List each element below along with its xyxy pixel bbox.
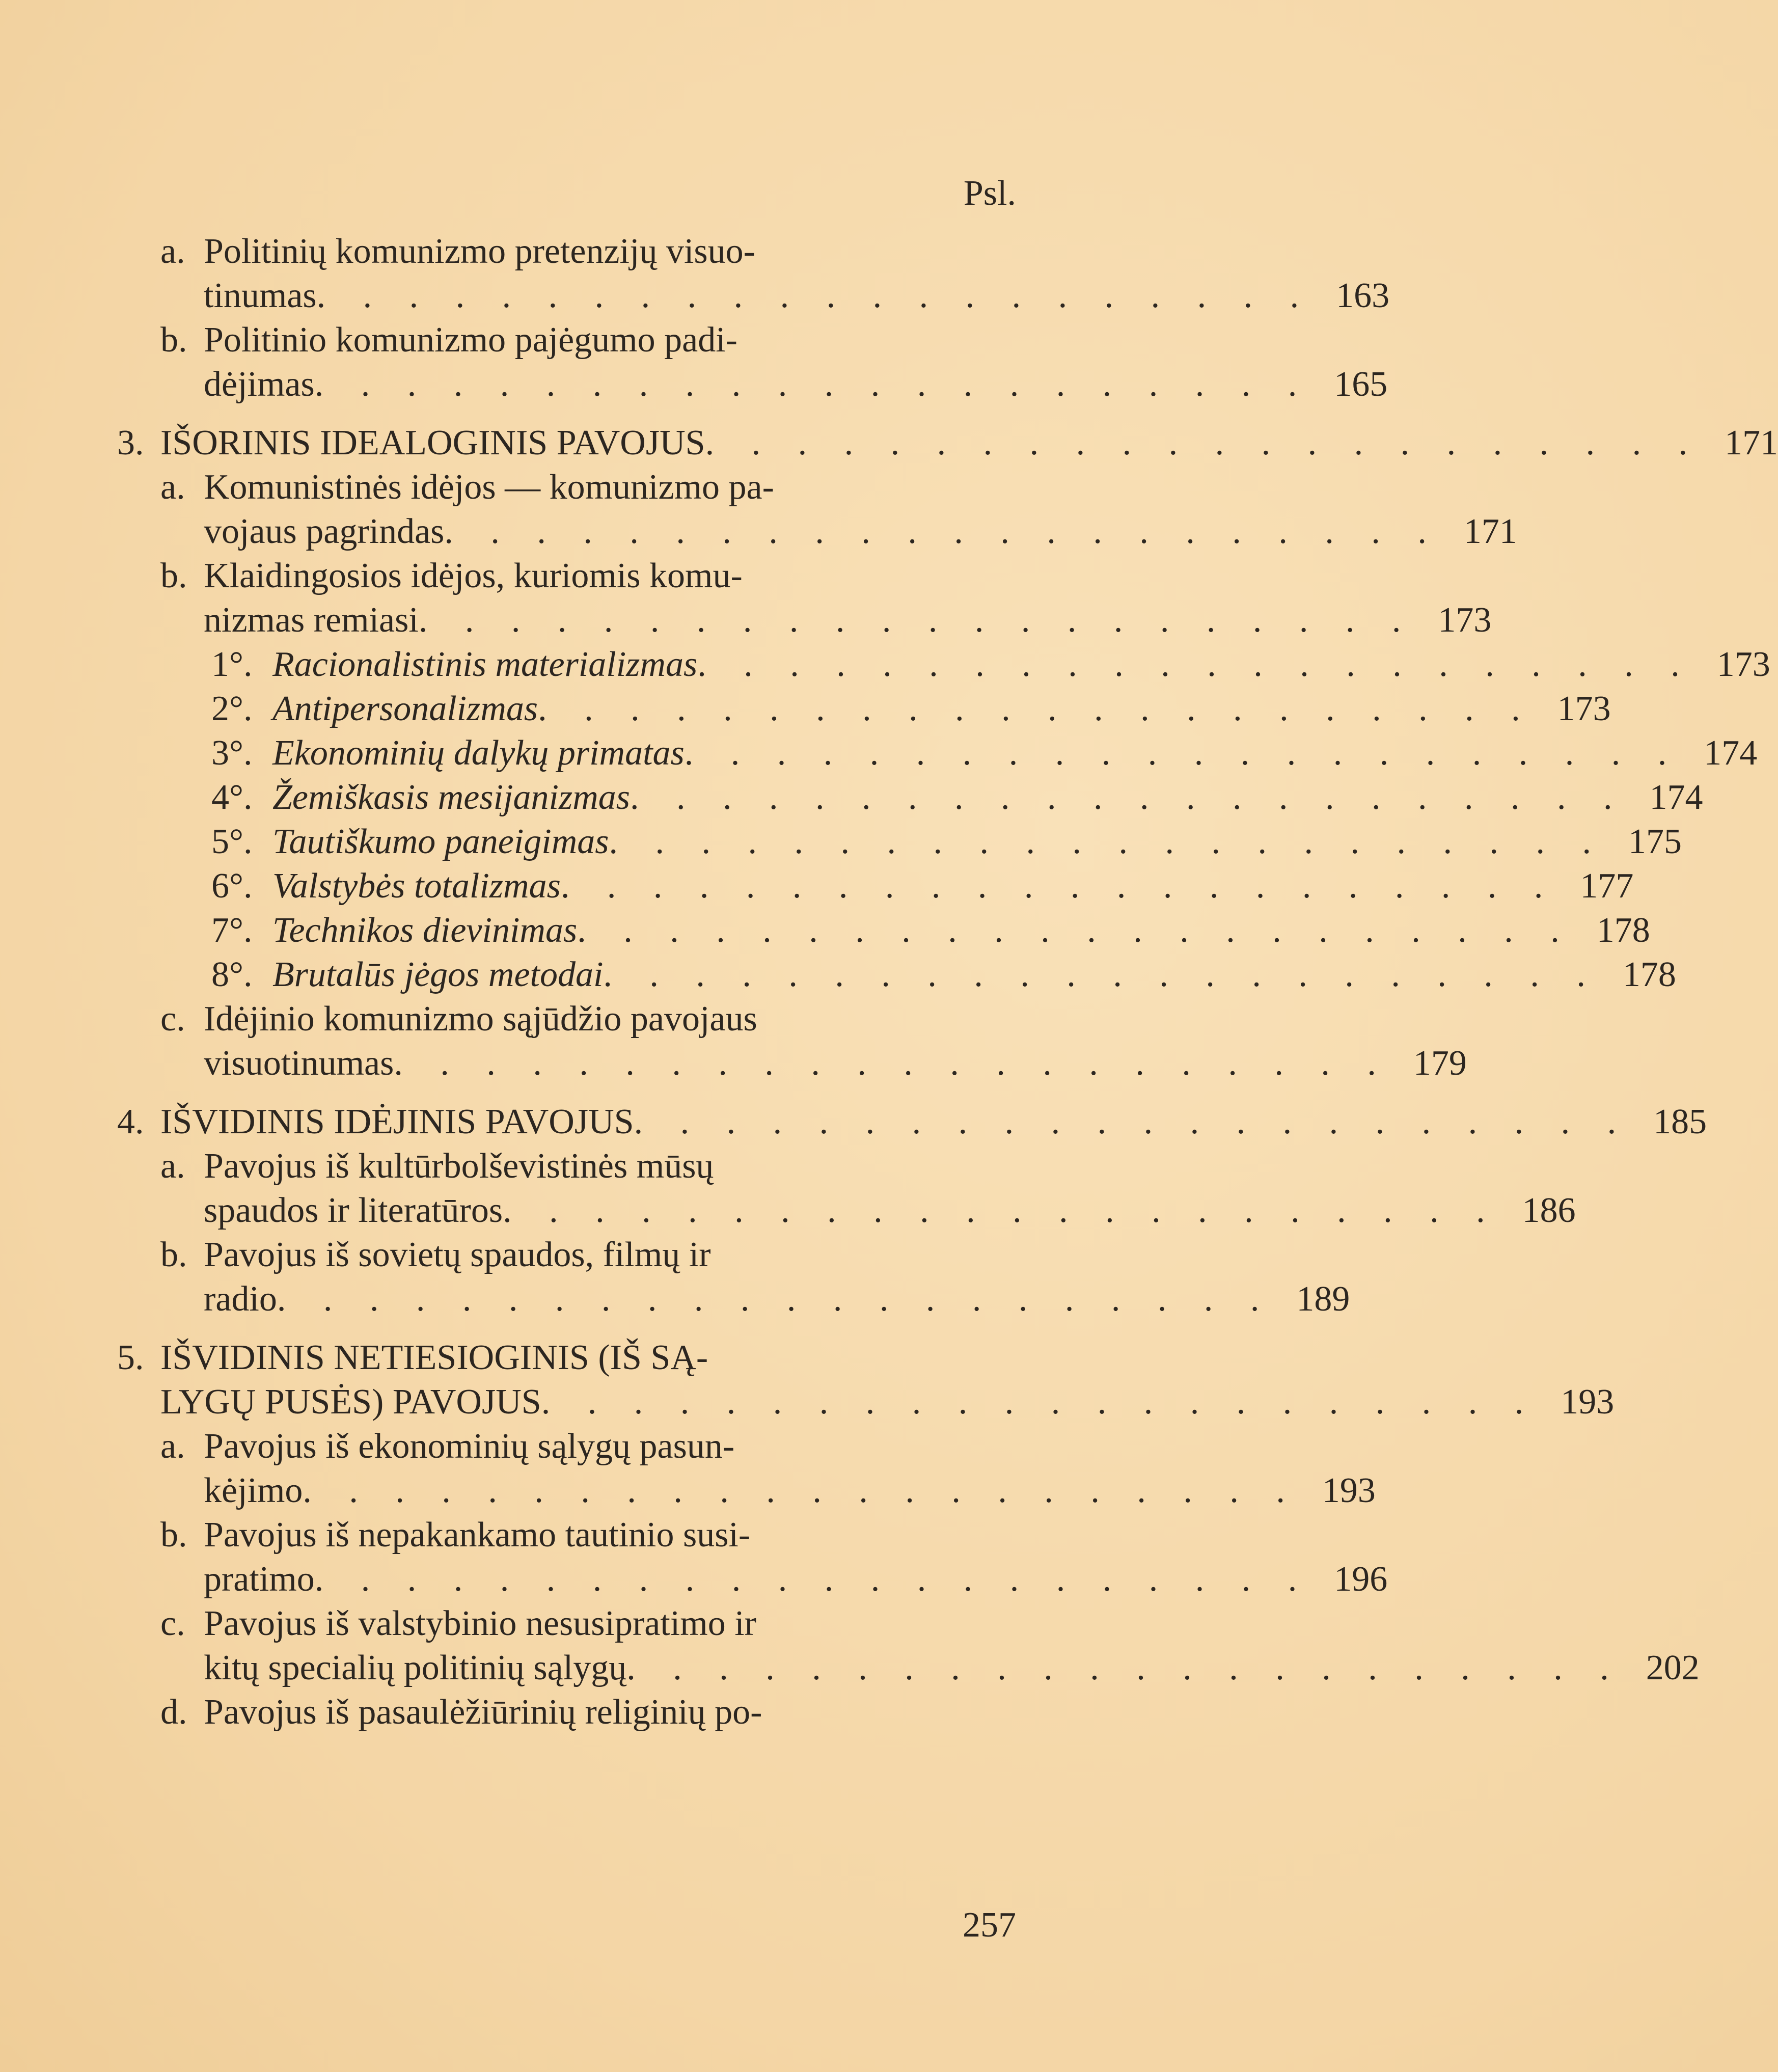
leader-dots: . . . . . . . . . . . . . . . . . . . . . . <box>503 1191 1499 1230</box>
toc-entry <box>117 554 1492 642</box>
entry-page: 165 <box>1334 365 1388 404</box>
entry-label: d. <box>160 1693 187 1732</box>
entry-title-line2: dėjimas <box>204 365 315 404</box>
entry-title-line2: tinumas <box>204 276 317 315</box>
toc-entry <box>117 731 1758 775</box>
entry-page: 171 <box>1725 423 1778 462</box>
entry-title-line1: Pavojus iš pasaulėžiūrinių religinių po- <box>204 1693 762 1732</box>
entry-page: 189 <box>1296 1279 1350 1319</box>
entry-label: 1°. <box>211 645 253 684</box>
entry-title: Valstybės totalizmas <box>272 866 561 906</box>
entry-title-line2: vojaus pagrindas <box>204 512 445 551</box>
entry-title-line1: Komunistinės idėjos — komunizmo pa- <box>204 468 774 507</box>
entry-page: 173 <box>1438 601 1492 640</box>
page-number: 257 <box>963 1905 1016 1945</box>
entry-title-line1: Pavojus iš valstybinio nesusipratimo ir <box>204 1604 756 1643</box>
entry-label: c. <box>160 999 185 1039</box>
leader-dots: . . . . . . . . . . . . . . . . . . . . . . <box>630 778 1627 817</box>
entry-title-line2: nizmas remiasi <box>204 601 419 640</box>
entry-title-line2: pratimo <box>204 1560 315 1599</box>
entry-title-line2: radio <box>204 1279 277 1319</box>
leader-dots: . . . . . . . . . . . . . . . . . . . . . . <box>603 955 1600 994</box>
entry-page: 174 <box>1704 733 1758 773</box>
entry-label: 4. <box>117 1102 144 1141</box>
entry-label: 2°. <box>211 689 253 728</box>
toc-entry <box>117 1690 1029 1734</box>
toc-entry <box>117 1233 1350 1321</box>
toc-entry <box>117 997 1467 1085</box>
entry-title-line1: Pavojus iš ekonominių sąlygų pasun- <box>204 1427 735 1466</box>
entry-label: 8°. <box>211 955 253 994</box>
toc-entry <box>117 642 1770 687</box>
entry-page: 193 <box>1322 1471 1376 1510</box>
entry-title: IŠORINIS IDEALOGINIS PAVOJUS <box>160 423 705 462</box>
entry-page: 177 <box>1580 866 1634 906</box>
entry-title-line2: LYGŲ PUSĖS) PAVOJUS <box>160 1382 541 1422</box>
entry-label: b. <box>160 1235 187 1274</box>
toc-entry <box>117 1424 1376 1513</box>
entry-label: 7°. <box>211 911 253 950</box>
entry-page: 179 <box>1413 1044 1467 1083</box>
entry-title-line1: Politinio komunizmo pajėgumo padi- <box>204 320 737 360</box>
entry-label: 5. <box>117 1338 144 1377</box>
toc-entry <box>117 465 1517 554</box>
entry-title-line2: visuotinumas <box>204 1044 394 1083</box>
entry-page: 202 <box>1646 1648 1700 1687</box>
entry-label: a. <box>160 1427 185 1466</box>
entry-page: 193 <box>1561 1382 1615 1422</box>
toc-entry <box>117 229 1390 318</box>
toc-entry <box>117 1144 1576 1233</box>
entry-title-line2: kitų specialių politinių sąlygų <box>204 1648 627 1687</box>
entry-label: c. <box>160 1604 185 1643</box>
entry-title-line1: Klaidingosios idėjos, kuriomis komu- <box>204 556 743 595</box>
page-column-header: Psl. <box>963 174 1016 213</box>
toc-entry <box>117 687 1611 731</box>
entry-label: 3. <box>117 423 144 462</box>
leader-dots: . . . . . . . . . . . . . . . . . . . . . . <box>314 1560 1311 1599</box>
entry-label: a. <box>160 232 185 271</box>
entry-title-line1: Pavojus iš sovietų spaudos, filmų ir <box>204 1235 711 1274</box>
entry-page: 171 <box>1463 512 1517 551</box>
entry-page: 173 <box>1557 689 1611 728</box>
toc-entry <box>117 1601 1700 1690</box>
entry-page: 186 <box>1522 1191 1576 1230</box>
entry-title: Brutalūs jėgos metodai <box>272 955 604 994</box>
entry-page: 178 <box>1596 911 1650 950</box>
entry-page: 196 <box>1334 1560 1388 1599</box>
leader-dots: . . . . . . . . . . . . . . . . . . . . . . <box>705 423 1702 462</box>
entry-title: IŠVIDINIS IDĖJINIS PAVOJUS <box>160 1102 634 1141</box>
entry-label: b. <box>160 556 187 595</box>
toc-entry <box>117 318 1388 406</box>
entry-label: 6°. <box>211 866 253 906</box>
entry-label: b. <box>160 320 187 360</box>
entry-title: Antipersonalizmas <box>272 689 538 728</box>
leader-dots: . . . . . . . . . . . . . . . . . . . . . . <box>609 822 1606 861</box>
leader-dots: . . . . . . . . . . . . . . . . . . . . . . <box>418 601 1415 640</box>
entry-page: 178 <box>1622 955 1676 994</box>
entry-title-line1: Idėjinio komunizmo sąjūdžio pavojaus <box>204 999 757 1039</box>
entry-page: 173 <box>1716 645 1770 684</box>
entry-title: Žemiškasis mesijanizmas <box>272 778 630 817</box>
entry-title: Technikos dievinimas <box>272 911 578 950</box>
leader-dots: . . . . . . . . . . . . . . . . . . . . . . <box>303 1471 1299 1510</box>
entry-title-line2: spaudos ir literatūros <box>204 1191 503 1230</box>
entry-label: 4°. <box>211 778 253 817</box>
entry-page: 163 <box>1336 276 1390 315</box>
toc-entry <box>117 1513 1388 1601</box>
entry-label: 3°. <box>211 733 253 773</box>
entry-title-line1: Pavojus iš nepakankamo tautinio susi- <box>204 1515 751 1555</box>
toc-entry <box>117 775 1703 820</box>
leader-dots: . . . . . . . . . . . . . . . . . . . . . . <box>541 1382 1538 1422</box>
leader-dots: . . . . . . . . . . . . . . . . . . . . . . <box>626 1648 1623 1687</box>
entry-label: a. <box>160 1147 185 1186</box>
entry-title-line1: Politinių komunizmo pretenzijų visuo- <box>204 232 755 271</box>
leader-dots: . . . . . . . . . . . . . . . . . . . . . . <box>634 1102 1631 1141</box>
toc-entry <box>117 1100 1707 1144</box>
entry-title: Tautiškumo paneigimas <box>272 822 609 861</box>
leader-dots: . . . . . . . . . . . . . . . . . . . . . . <box>314 365 1311 404</box>
toc-entry <box>117 952 1676 997</box>
entry-page: 174 <box>1649 778 1703 817</box>
leader-dots: . . . . . . . . . . . . . . . . . . . . . . <box>697 645 1694 684</box>
leader-dots: . . . . . . . . . . . . . . . . . . . . . . <box>277 1279 1274 1319</box>
leader-dots: . . . . . . . . . . . . . . . . . . . . . . <box>684 733 1681 773</box>
leader-dots: . . . . . . . . . . . . . . . . . . . . . . <box>444 512 1441 551</box>
leader-dots: . . . . . . . . . . . . . . . . . . . . . . <box>394 1044 1390 1083</box>
entry-title-line1: Pavojus iš kultūrbolševistinės mūsų <box>204 1147 714 1186</box>
toc-entry <box>117 864 1634 908</box>
entry-label: a. <box>160 468 185 507</box>
leader-dots: . . . . . . . . . . . . . . . . . . . . . . <box>316 276 1314 315</box>
entry-page: 175 <box>1628 822 1682 861</box>
entry-title-line2: kėjimo <box>204 1471 303 1510</box>
toc-entry <box>117 421 1778 465</box>
toc-entry <box>117 1335 1615 1424</box>
table-of-contents <box>117 229 1778 1734</box>
leader-dots: . . . . . . . . . . . . . . . . . . . . . . <box>560 866 1557 906</box>
entry-label: 5°. <box>211 822 253 861</box>
leader-dots: . . . . . . . . . . . . . . . . . . . . . . <box>577 911 1574 950</box>
entry-title: Ekonominių dalykų primatas <box>272 733 685 773</box>
entry-page: 185 <box>1653 1102 1707 1141</box>
entry-title: Racionalistinis materializmas <box>272 645 698 684</box>
toc-entry <box>117 908 1650 952</box>
toc-entry <box>117 820 1682 864</box>
entry-title-line1: IŠVIDINIS NETIESIOGINIS (IŠ SĄ- <box>160 1338 708 1377</box>
entry-label: b. <box>160 1515 187 1555</box>
leader-dots: . . . . . . . . . . . . . . . . . . . . . . <box>538 689 1535 728</box>
